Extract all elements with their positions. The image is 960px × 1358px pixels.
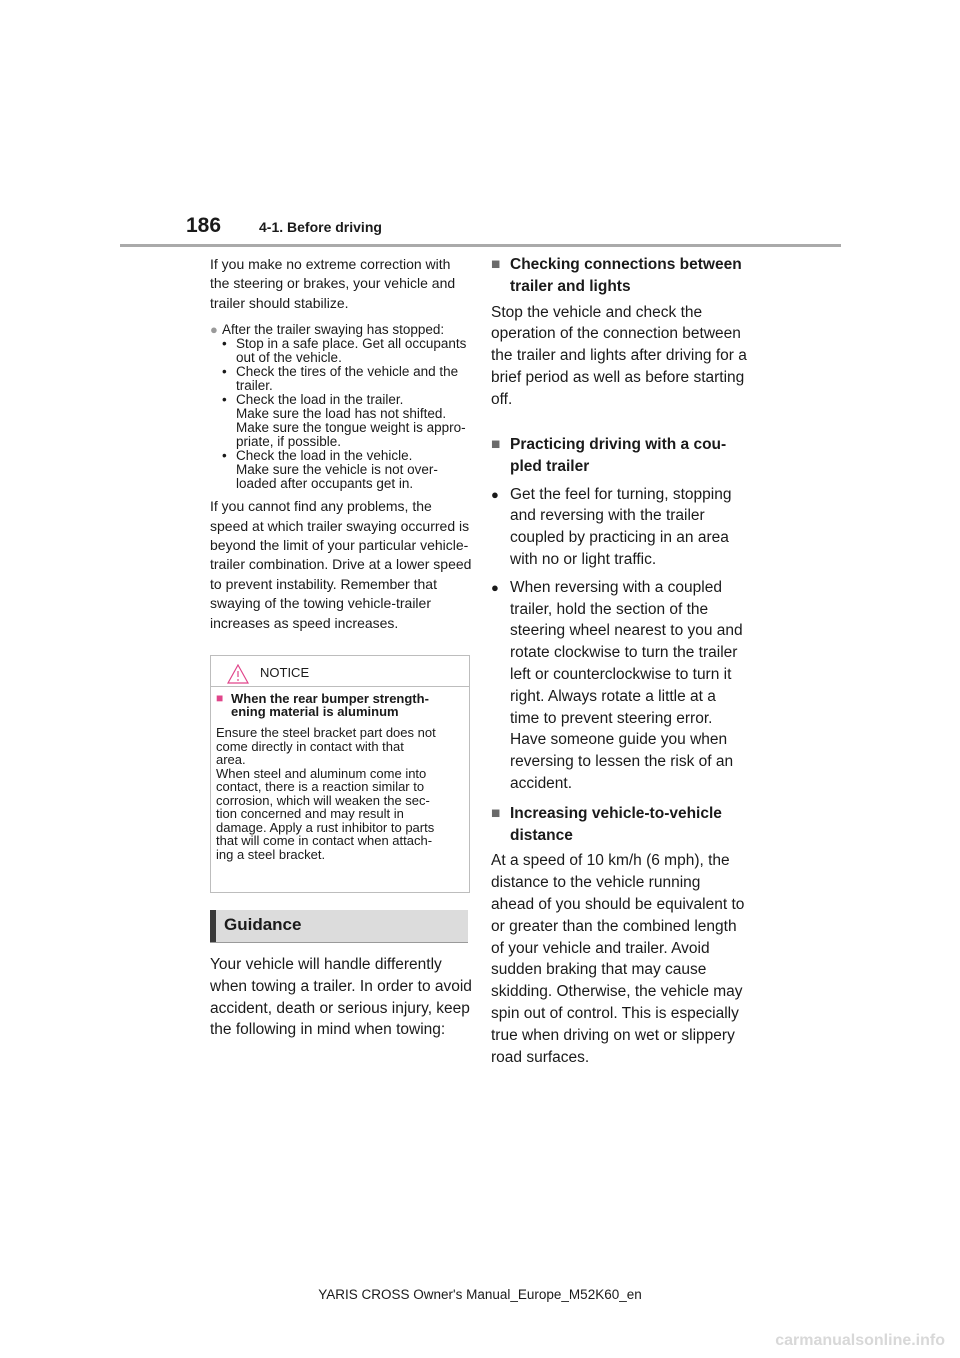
notice-header: [211, 656, 469, 687]
right-column: [491, 254, 747, 1084]
page-number: 186: [186, 214, 222, 237]
round-bullet-icon: ●: [491, 486, 499, 502]
notice-heading-text: When the rear bumper strength- ening material is aluminum: [231, 691, 429, 720]
square-bullet-icon: ■: [491, 256, 501, 273]
outro-paragraph: If you cannot find any problems, the speed at which trailer swaying occurred is beyond the limit of your particular vehicle-trailer combination. Drive at a lower speed to prevent instability. Remember that swaying of the towing vehicle-trailer increases as speed increases.: [210, 498, 472, 631]
swaying-stopped-bullet: [210, 323, 472, 491]
warning-triangle-icon: [227, 664, 249, 684]
list-item: • Check the load in the vehicle. Make sure the vehicle is not over- loaded after occupants get in.: [222, 448, 438, 492]
guidance-paragraph: Your vehicle will handle differently when towing a trailer. In order to avoid accident, death or serious injury, keep the following in mind when towing:: [210, 956, 472, 1039]
section-title: 4-1. Before driving: [259, 219, 382, 235]
watermark: carmanualsonline.info: [775, 1332, 945, 1349]
left-column: [210, 255, 472, 1057]
heading-checking-connections: ■ Checking connections between trailer and lights: [491, 254, 747, 298]
guidance-bar: [210, 910, 216, 942]
checking-connections-paragraph: Stop the vehicle and check the operation of the connection between the trailer and lights after driving for a brief period as well as before starting off.: [491, 303, 747, 408]
heading-increasing-distance: ■ Increasing vehicle-to-vehicle distance: [491, 803, 747, 847]
sub-list: [222, 337, 466, 491]
square-bullet-icon: ■: [491, 436, 501, 454]
round-bullet-icon: ●: [491, 579, 499, 595]
guidance-header: [210, 910, 468, 943]
notice-body: [211, 687, 469, 861]
notice-label: NOTICE: [260, 665, 310, 681]
list-item: • Stop in a safe place. Get all occupants out of the vehicle.: [222, 336, 467, 366]
guidance-label: Guidance: [224, 915, 302, 935]
bullet-lead: After the trailer swaying has stopped:: [222, 322, 445, 338]
square-bullet-icon: ■: [216, 691, 224, 706]
list-item: ● When reversing with a coupled trailer, hold the section of the steering wheel nearest to you and rotate clockwise to turn the trailer left or counterclockwise to turn it right. Always rotate a little at a time to prevent steering error. Have someone guide you when reversing to lessen the risk of an accident.: [491, 577, 747, 795]
notice-text: Ensure the steel bracket part does not come directly in contact with that area. When steel and aluminum come into contact, there is a reaction similar to corrosion, which will weaken the sec- tion concerned and may result in damage. Apply a rust inhibitor to parts that will come in contact when attach- ing a steel bracket.: [216, 725, 436, 862]
notice-box: [210, 655, 470, 893]
list-item: ● Get the feel for turning, stopping and reversing with the trailer coupled by practicing in an area with no or light traffic.: [491, 484, 747, 571]
heading-practicing-driving: ■ Practicing driving with a cou-pled trailer: [491, 434, 747, 478]
intro-paragraph: If you make no extreme correction with the steering or brakes, your vehicle and trailer should stabilize.: [210, 256, 456, 311]
footer-text: YARIS CROSS Owner's Manual_Europe_M52K60_en: [318, 1287, 642, 1302]
increasing-distance-paragraph: At a speed of 10 km/h (6 mph), the distance to the vehicle running ahead of you should be equivalent to or greater than the combined length of your vehicle and trailer. Avoid sudden braking that may cause skidding. Otherwise, the vehicle may spin out of control. This is especially true when driving on wet or slippery road surfaces.: [491, 852, 745, 1066]
list-item: • Check the load in the trailer. Make sure the load has not shifted. Make sure the tongue weight is appro- priate, if possible.: [222, 392, 466, 450]
square-bullet-icon: ■: [491, 804, 501, 822]
header-divider: [120, 244, 841, 247]
notice-heading: [216, 692, 464, 718]
round-bullet-icon: ●: [210, 322, 218, 338]
list-item: • Check the tires of the vehicle and the trailer.: [222, 364, 459, 394]
